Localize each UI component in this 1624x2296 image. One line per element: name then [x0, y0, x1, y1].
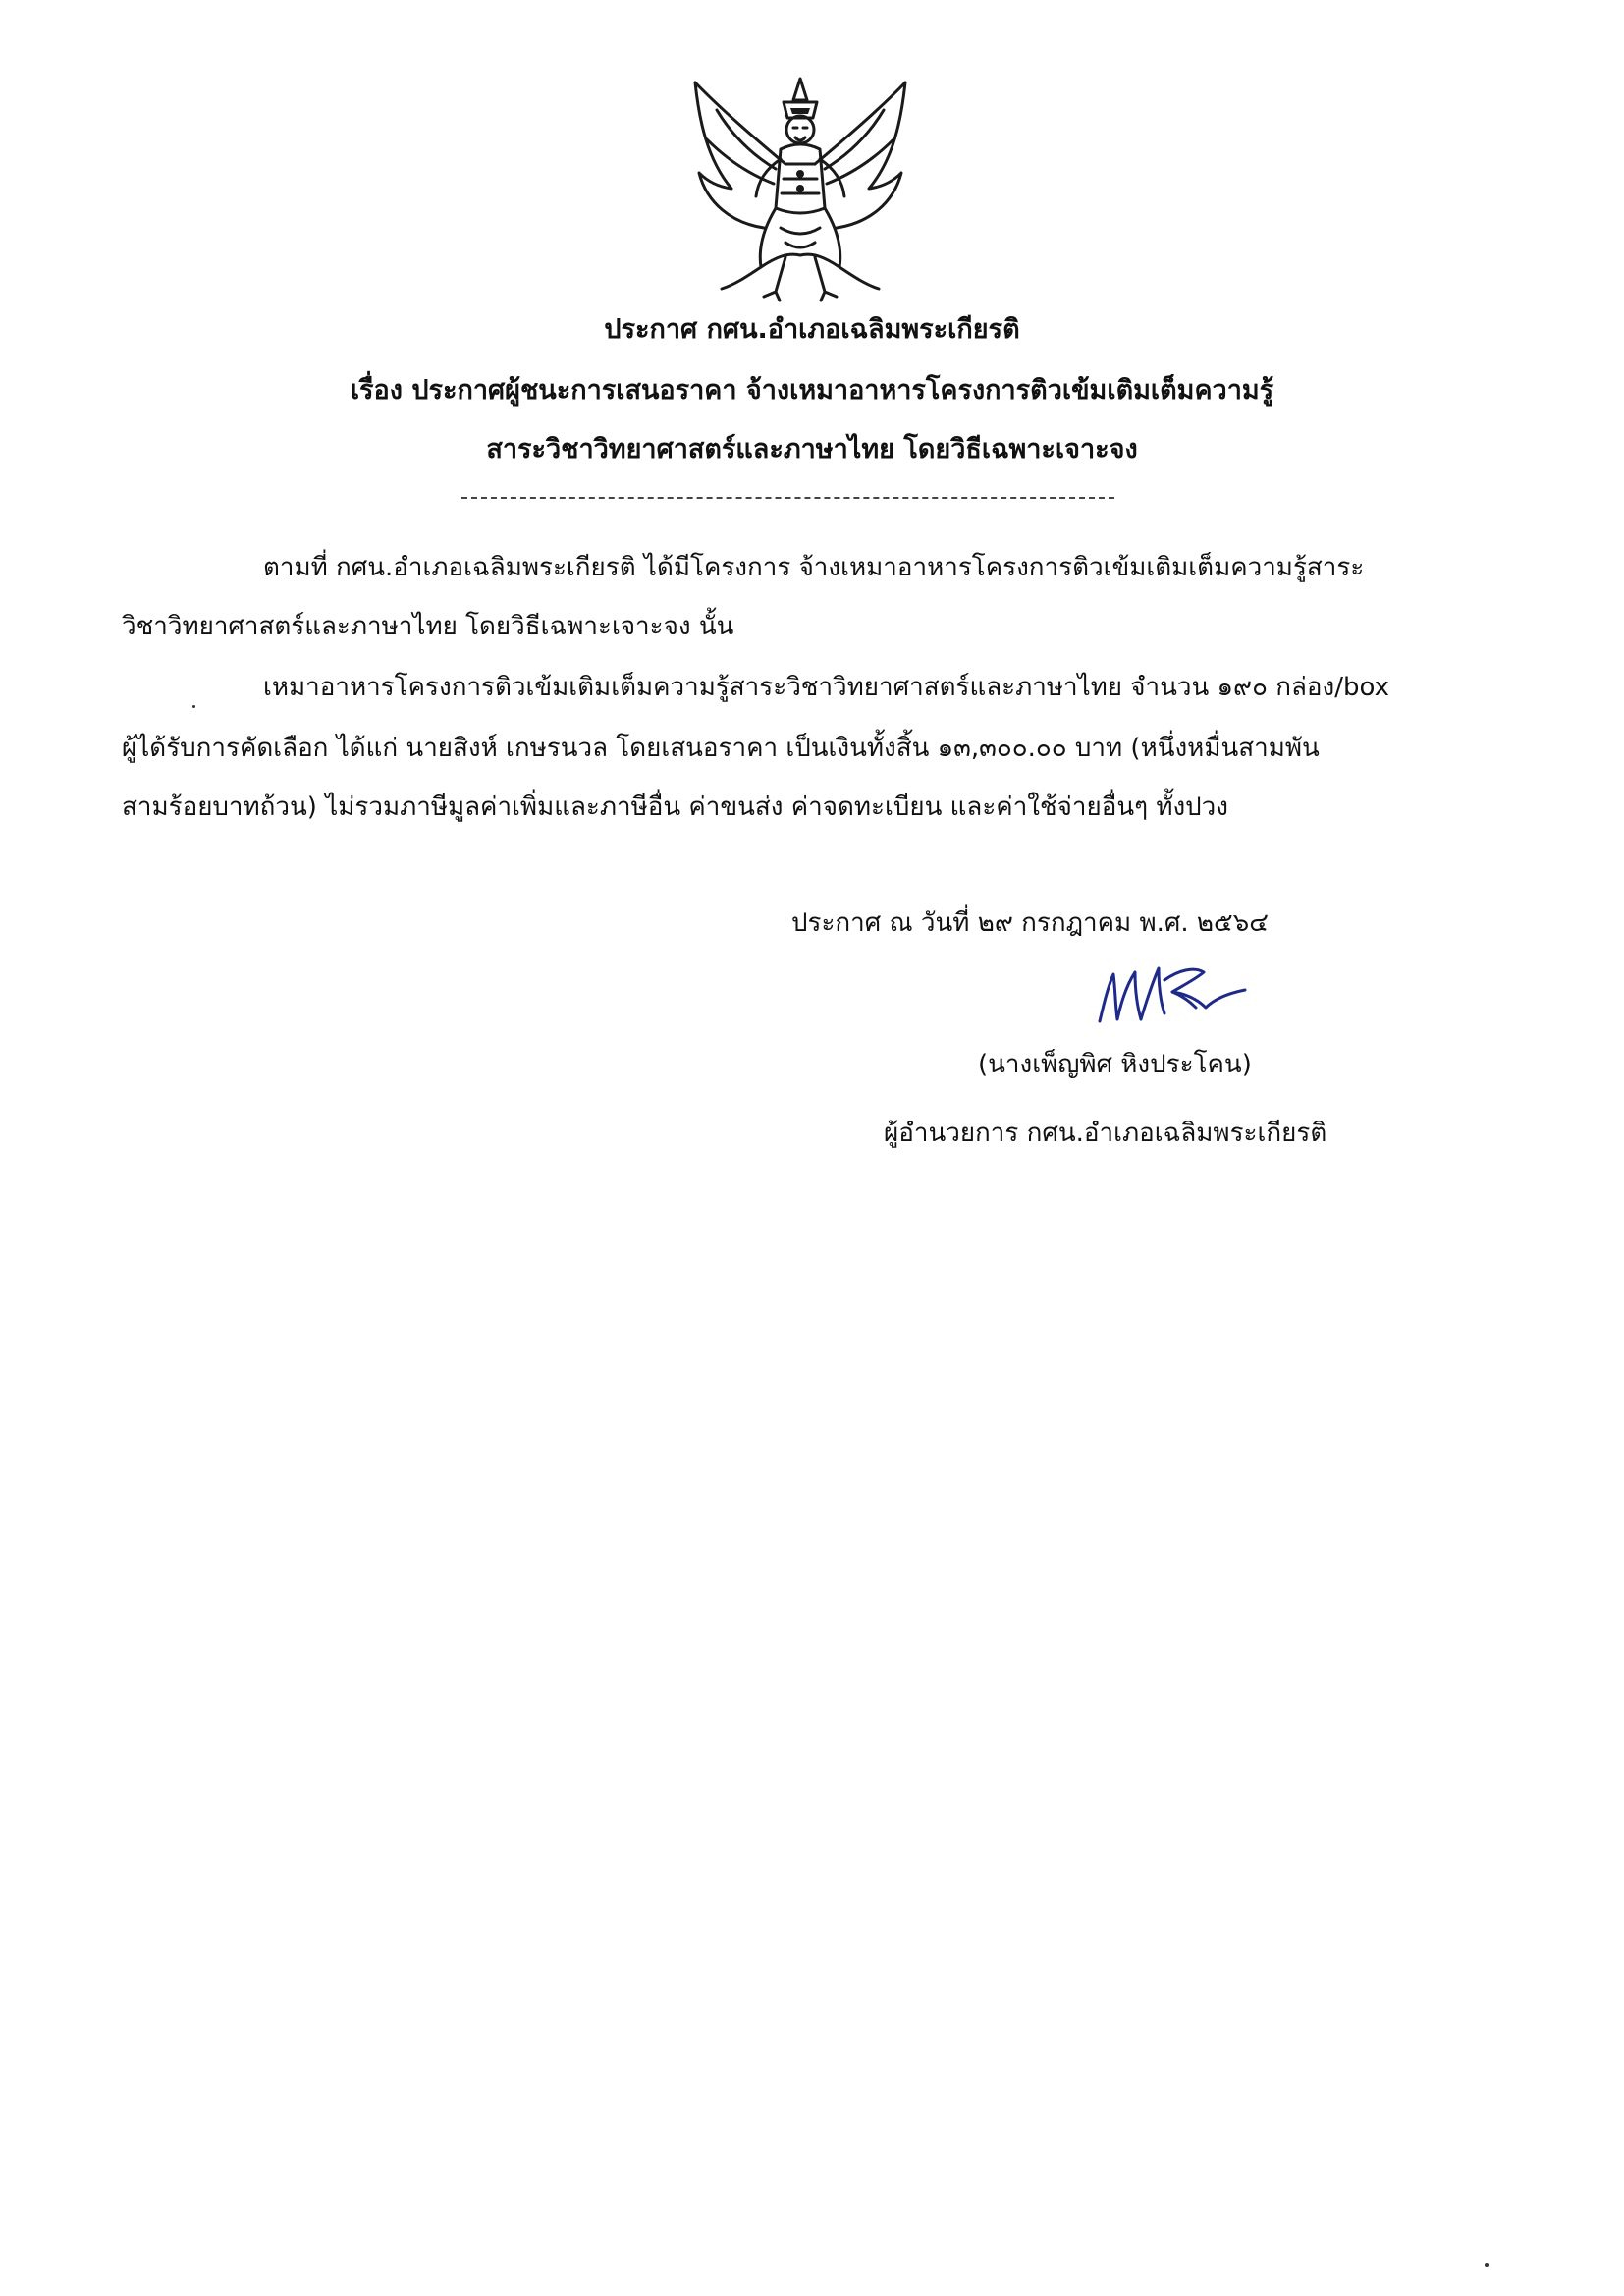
- announcement-subject-line-2: สาระวิชาวิทยาศาสตร์และภาษาไทย โดยวิธีเฉพาะเจาะจง: [486, 434, 1138, 465]
- scan-speck: [1485, 2263, 1489, 2267]
- body-paragraph-2-line-1: เหมาอาหารโครงการติวเข้มเติมเต็มความรู้สาระวิชาวิทยาศาสตร์และภาษาไทย จำนวน ๑๙๐ กล่อง/box: [263, 673, 1389, 702]
- body-paragraph-1-line-2: วิชาวิทยาศาสตร์และภาษาไทย โดยวิธีเฉพาะเจาะจง นั้น: [122, 612, 734, 641]
- signer-position: ผู้อำนวยการ กศน.อำเภอเฉลิมพระเกียรติ: [884, 1119, 1327, 1148]
- body-paragraph-2-line-2: ผู้ได้รับการคัดเลือก ได้แก่ นายสิงห์ เกษรนวล โดยเสนอราคา เป็นเงินทั้งสิ้น ๑๓,๓๐๐.๐๐ บาท (หนึ่งหมื่นสามพัน: [122, 734, 1320, 763]
- announcement-subject-line-1: เรื่อง ประกาศผู้ชนะการเสนอราคา จ้างเหมาอาหารโครงการติวเข้มเติมเต็มความรู้: [350, 375, 1274, 406]
- body-paragraph-1-line-1: ตามที่ กศน.อำเภอเฉลิมพระเกียรติ ได้มีโครงการ จ้างเหมาอาหารโครงการติวเข้มเติมเต็มความรู้สาระ: [263, 553, 1365, 582]
- announcement-title: ประกาศ กศน.อำเภอเฉลิมพระเกียรติ: [604, 314, 1020, 345]
- garuda-emblem-icon: [677, 71, 923, 306]
- body-paragraph-2-line-3: สามร้อยบาทถ้วน) ไม่รวมภาษีมูลค่าเพิ่มและภาษีอื่น ค่าขนส่ง ค่าจดทะเบียน และค่าใช้จ่ายอื่นๆ ทั้งปวง: [122, 793, 1228, 822]
- scan-speck: [192, 705, 195, 708]
- heading-divider: [461, 497, 1114, 499]
- signer-name: (นางเพ็ญพิศ หิงประโคน): [978, 1050, 1252, 1079]
- announcement-date: ประกาศ ณ วันที่ ๒๙ กรกฎาคม พ.ศ. ๒๕๖๔: [791, 908, 1269, 938]
- handwritten-signature-icon: [1088, 951, 1255, 1039]
